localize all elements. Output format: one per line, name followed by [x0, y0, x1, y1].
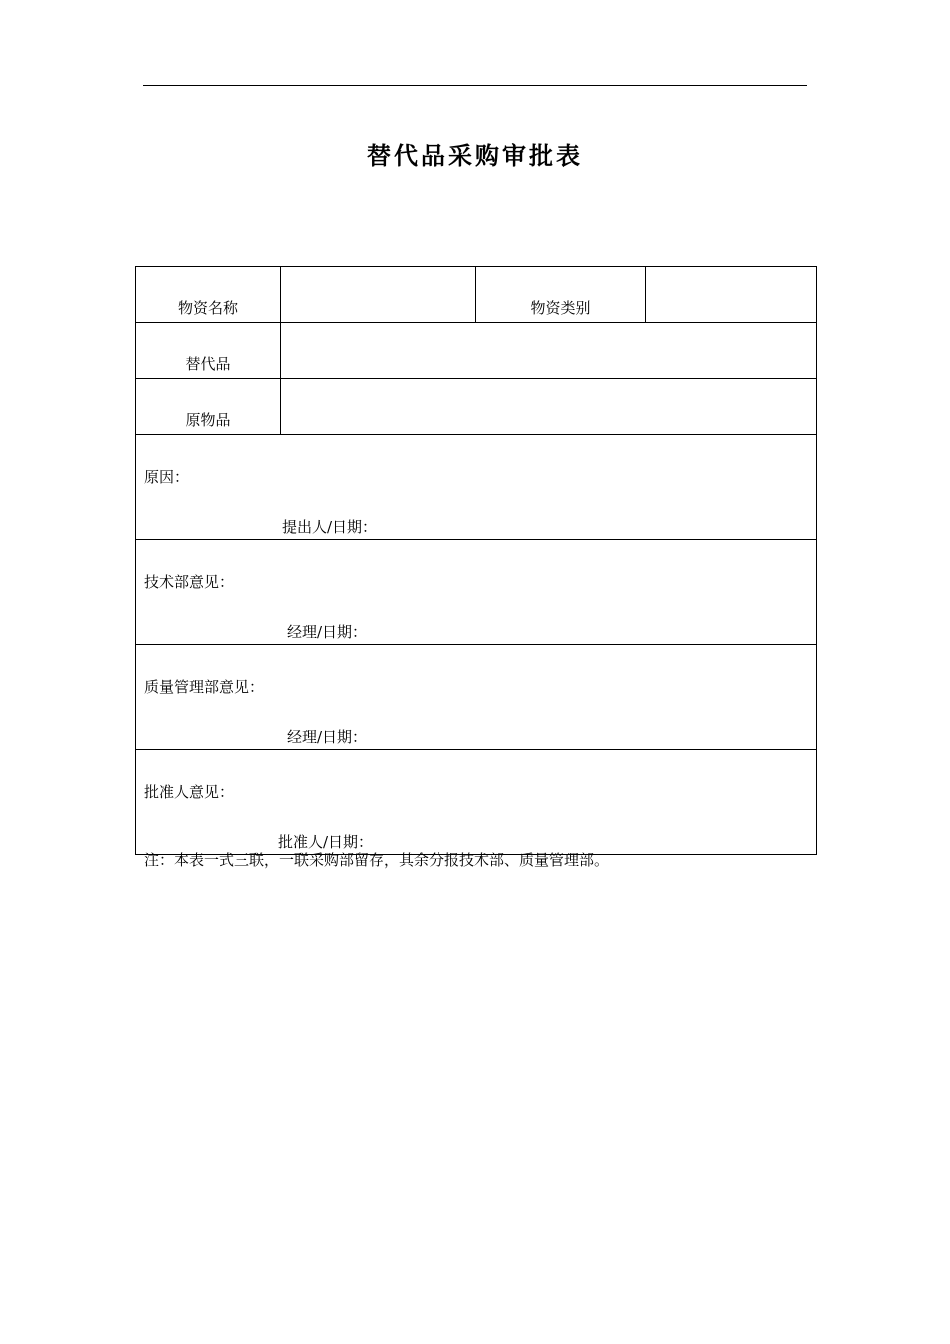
material-category-label: 物资类别 — [530, 299, 591, 317]
quality-dept-row — [136, 645, 817, 750]
tech-dept-opinion-block[interactable] — [136, 540, 817, 645]
tech-manager-date-label: 经理/日期： — [287, 623, 368, 641]
quality-manager-date-label: 经理/日期： — [287, 728, 368, 746]
original-label: 原物品 — [185, 411, 231, 429]
substitute-field[interactable] — [281, 323, 817, 379]
substitute-label: 替代品 — [185, 355, 231, 373]
reason-row — [136, 435, 817, 540]
material-category-field[interactable] — [646, 267, 817, 323]
quality-dept-heading: 质量管理部意见： — [144, 678, 265, 696]
material-row — [136, 267, 817, 323]
header-rule — [143, 85, 807, 86]
substitute-row — [136, 323, 817, 379]
material-category-label-cell — [476, 267, 646, 323]
tech-dept-row — [136, 540, 817, 645]
page-title: 替代品采购审批表 — [367, 142, 583, 170]
approver-heading: 批准人意见： — [144, 783, 235, 801]
original-field[interactable] — [281, 379, 817, 435]
quality-dept-opinion-block[interactable] — [136, 645, 817, 750]
approval-form-table — [135, 266, 817, 855]
material-name-label: 物资名称 — [177, 299, 238, 317]
tech-dept-heading: 技术部意见： — [144, 573, 235, 591]
material-name-label-cell — [136, 267, 281, 323]
proposer-date-label: 提出人/日期： — [282, 518, 378, 536]
approver-opinion-block[interactable] — [136, 750, 817, 855]
original-label-cell — [136, 379, 281, 435]
substitute-label-cell — [136, 323, 281, 379]
approver-date-label: 批准人/日期： — [278, 833, 374, 851]
material-name-field[interactable] — [281, 267, 476, 323]
reason-block[interactable] — [136, 435, 817, 540]
footnote: 注：本表一式三联，一联采购部留存，其余分报技术部、质量管理部。 — [144, 851, 610, 869]
original-row — [136, 379, 817, 435]
reason-heading: 原因： — [144, 468, 190, 486]
approver-row — [136, 750, 817, 855]
